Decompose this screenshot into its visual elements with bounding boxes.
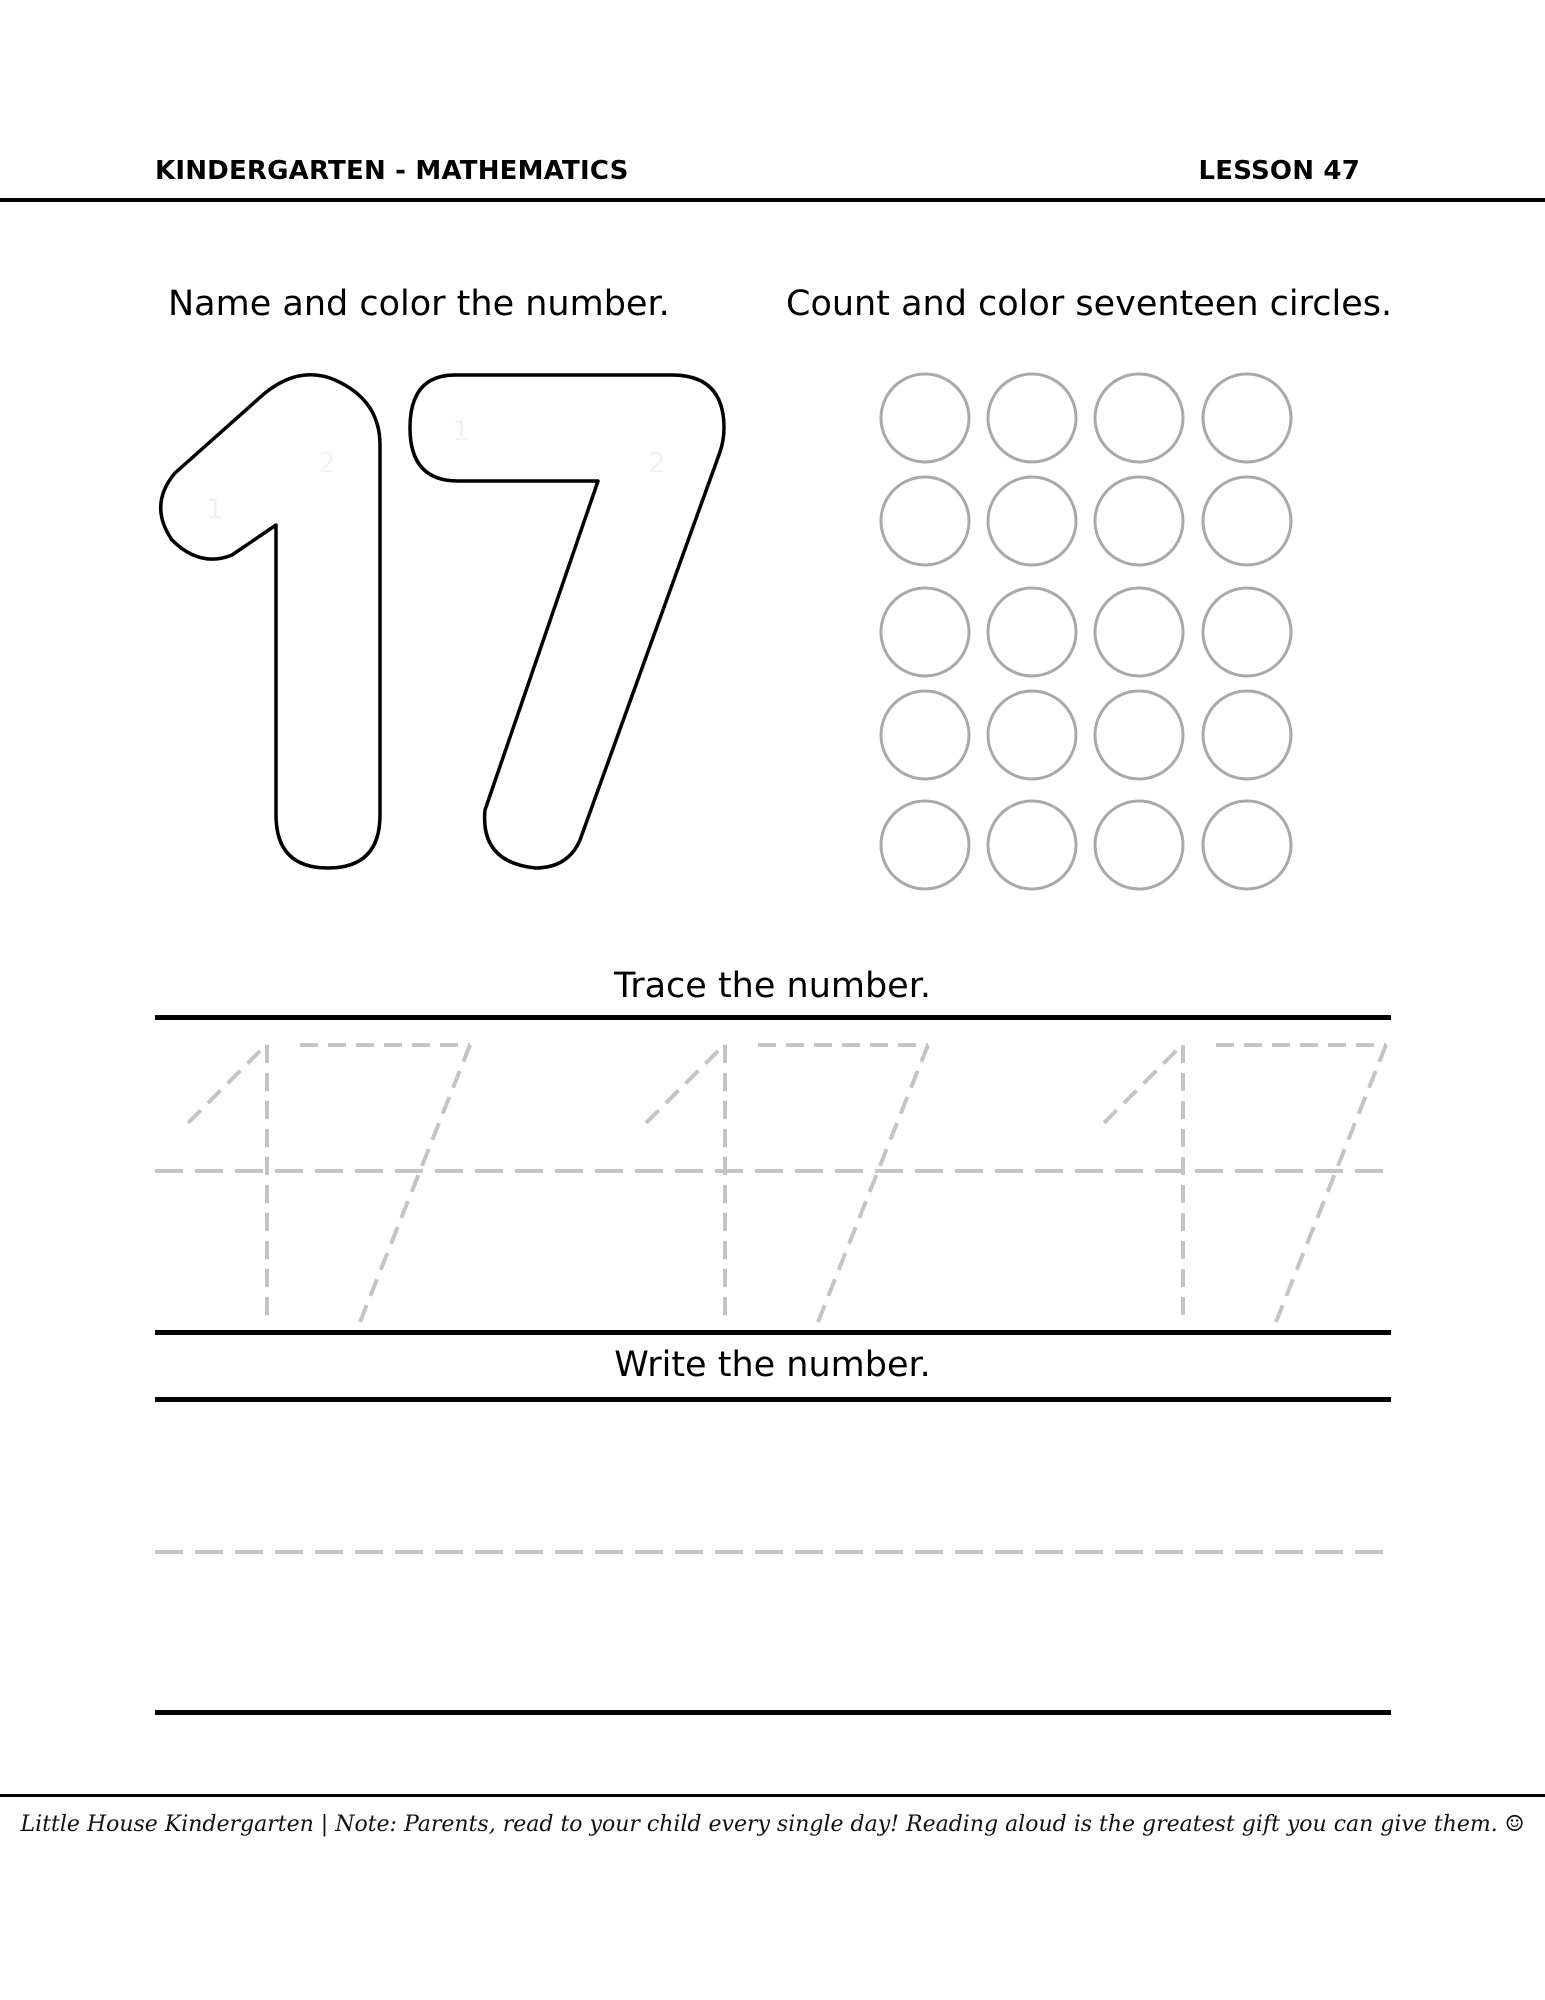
color-circle[interactable] — [988, 801, 1076, 889]
color-circle[interactable] — [988, 477, 1076, 565]
color-circle[interactable] — [1203, 691, 1291, 779]
color-circle[interactable] — [881, 477, 969, 565]
digit-one-outline[interactable] — [161, 375, 380, 868]
stroke-hint: 2 — [648, 446, 666, 479]
write-top-line — [155, 1397, 1391, 1402]
digit-seven-outline[interactable] — [410, 375, 724, 868]
trace-one-flag — [646, 1045, 724, 1123]
write-bottom-line — [155, 1710, 1391, 1715]
trace-one-flag — [188, 1045, 266, 1123]
color-circle[interactable] — [881, 801, 969, 889]
trace-instruction: Trace the number. — [613, 966, 932, 1006]
trace-top-line — [155, 1015, 1391, 1020]
color-circle[interactable] — [1203, 477, 1291, 565]
stroke-hint: 1 — [206, 492, 224, 525]
color-circle[interactable] — [881, 374, 969, 462]
header-divider — [0, 198, 1545, 202]
footer-divider — [0, 1794, 1545, 1797]
trace-seven-diagonal — [818, 1045, 928, 1322]
trace-number-17 — [646, 1045, 928, 1322]
trace-bottom-line — [155, 1330, 1391, 1335]
trace-seven-diagonal — [1276, 1045, 1386, 1322]
color-circle[interactable] — [1095, 691, 1183, 779]
color-circle[interactable] — [988, 374, 1076, 462]
lesson-number: LESSON 47 — [1198, 156, 1360, 186]
trace-number-17 — [1104, 1045, 1386, 1322]
stroke-hint: 2 — [318, 446, 336, 479]
stroke-hint: 1 — [452, 414, 470, 447]
worksheet-subject: KINDERGARTEN - MATHEMATICS — [155, 156, 629, 186]
write-instruction: Write the number. — [614, 1345, 931, 1385]
trace-seven-diagonal — [360, 1045, 470, 1322]
color-circle[interactable] — [1095, 477, 1183, 565]
footer-note: Little House Kindergarten | Note: Parents, read to your child every single day! Reading aloud is the greatest gift you can give them. ☺ — [20, 1812, 1525, 1837]
trace-number-17 — [188, 1045, 470, 1322]
color-circle[interactable] — [1095, 588, 1183, 676]
color-circle[interactable] — [1203, 588, 1291, 676]
color-circle[interactable] — [988, 691, 1076, 779]
color-circle[interactable] — [1203, 374, 1291, 462]
count-color-instruction: Count and color seventeen circles. — [786, 284, 1393, 324]
trace-one-flag — [1104, 1045, 1182, 1123]
color-circle[interactable] — [881, 588, 969, 676]
color-circle[interactable] — [988, 588, 1076, 676]
color-circle[interactable] — [1095, 374, 1183, 462]
color-circle[interactable] — [1203, 801, 1291, 889]
color-circle[interactable] — [1095, 801, 1183, 889]
color-circle[interactable] — [881, 691, 969, 779]
name-color-instruction: Name and color the number. — [168, 284, 670, 324]
